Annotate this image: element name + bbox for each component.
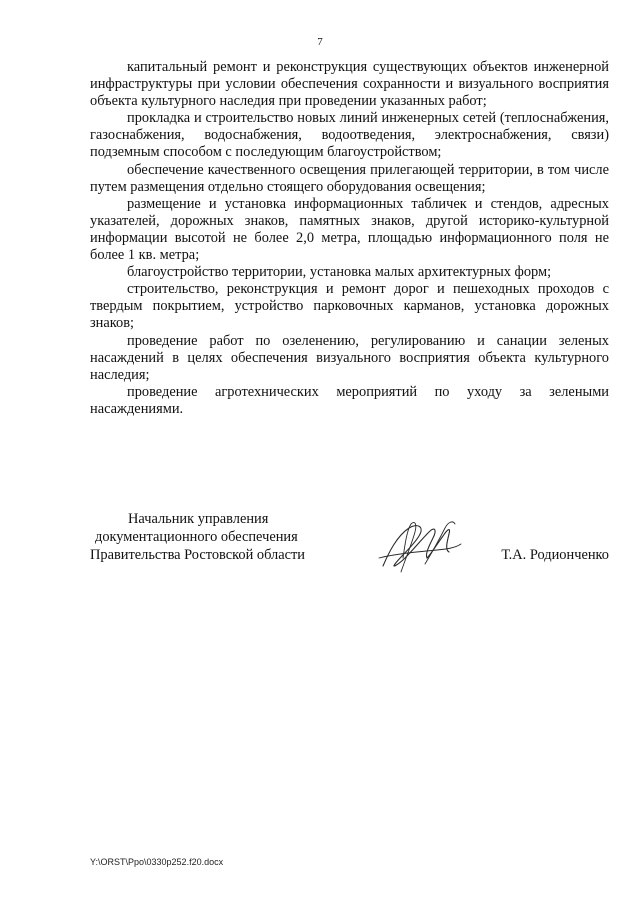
paragraph-capital-repair: капитальный ремонт и реконструкция существующих объектов инженерной инфраструктуры при условии обеспечения сохранности и визуального восприятия объекта культурного наследия при проведении указанных работ; <box>90 59 609 110</box>
handwritten-signature <box>375 514 465 578</box>
signatory-title-line: Правительства Ростовской области <box>90 547 305 563</box>
paragraph-greening: проведение работ по озеленению, регулированию и санации зеленых насаждений в целях обеспечения визуального восприятия объекта культурного наследия; <box>90 332 609 383</box>
page-number: 7 <box>317 36 323 48</box>
paragraph-information-signs: размещение и установка информационных табличек и стендов, адресных указателей, дорожных знаков, памятных знаков, другой историко-культурной информации высотой не более 2,0 метра, площадью информационного поля не более 1 кв. метра; <box>90 195 609 264</box>
paragraph-lighting: обеспечение качественного освещения прилегающей территории, в том числе путем размещения отдельно стоящего оборудования освещения; <box>90 161 609 195</box>
signature-block <box>90 510 609 580</box>
paragraph-agrotechnical: проведение агротехнических мероприятий по уходу за зелеными насаждениями. <box>90 383 609 417</box>
paragraph-engineering-networks: прокладка и строительство новых линий инженерных сетей (теплоснабжения, газоснабжения, водоснабжения, водоотведения, электроснабжения, связи) подземным способом с последующим благоустройством; <box>90 110 609 161</box>
signatory-name: Т.А. Родионченко <box>501 547 609 563</box>
paragraph-landscaping: благоустройство территории, установка малых архитектурных форм; <box>127 264 552 281</box>
document-body <box>90 59 609 418</box>
signatory-title-line: документационного обеспечения <box>95 529 298 545</box>
signatory-title-line: Начальник управления <box>128 511 269 527</box>
paragraph-roads: строительство, реконструкция и ремонт дорог и пешеходных проходов с твердым покрытием, устройство парковочных карманов, установка дорожных знаков; <box>90 281 609 332</box>
file-path-footer: Y:\ORST\Ppo\0330p252.f20.docx <box>90 857 224 867</box>
